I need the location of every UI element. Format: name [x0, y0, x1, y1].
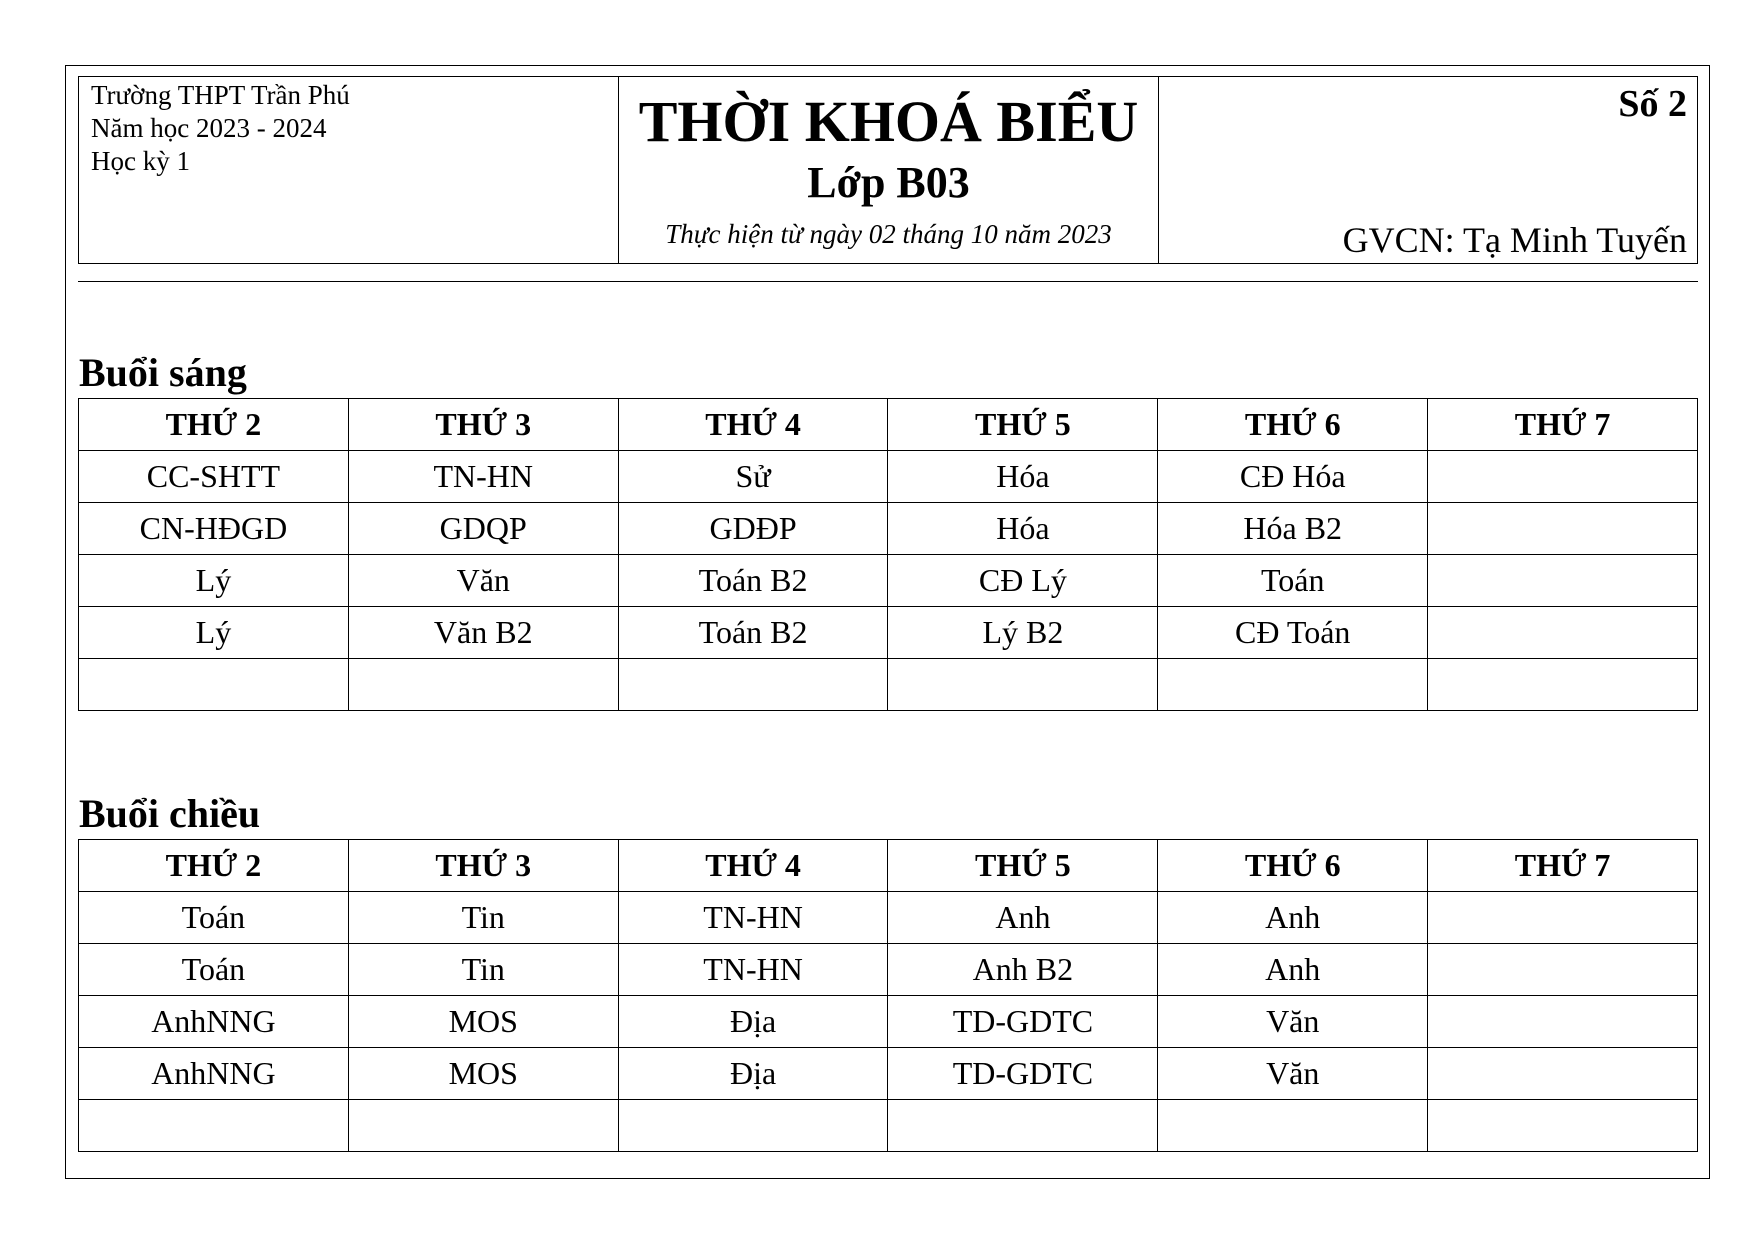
table-row — [79, 1048, 1698, 1100]
table-row — [79, 996, 1698, 1048]
morning-section-title: Buổi sáng — [79, 350, 247, 395]
lesson-cell: MOS — [348, 1048, 618, 1100]
homeroom-teacher: GVCN: Tạ Minh Tuyến — [1342, 220, 1687, 260]
lesson-cell — [618, 1100, 888, 1152]
effective-date: Thực hiện từ ngày 02 tháng 10 năm 2023 — [665, 219, 1112, 249]
lesson-cell — [1158, 659, 1428, 711]
lesson-cell: TN-HN — [618, 892, 888, 944]
lesson-cell: Anh B2 — [888, 944, 1158, 996]
lesson-cell — [348, 1100, 618, 1152]
lesson-cell — [1428, 659, 1698, 711]
lesson-cell — [1158, 1100, 1428, 1152]
lesson-cell — [1428, 944, 1698, 996]
page-title: THỜI KHOÁ BIỂU — [638, 89, 1139, 154]
lesson-cell: TN-HN — [618, 944, 888, 996]
day-header: THỨ 5 — [888, 399, 1158, 451]
lesson-cell — [79, 659, 349, 711]
lesson-cell: Lý — [79, 555, 349, 607]
lesson-cell: Anh — [1158, 944, 1428, 996]
day-header: THỨ 4 — [618, 399, 888, 451]
lesson-cell: Tin — [348, 892, 618, 944]
lesson-cell: Hóa — [888, 451, 1158, 503]
lesson-cell — [348, 659, 618, 711]
table-row — [79, 1100, 1698, 1152]
lesson-cell: CN-HĐGD — [79, 503, 349, 555]
day-header: THỨ 3 — [348, 840, 618, 892]
lesson-cell: TN-HN — [348, 451, 618, 503]
day-header: THỨ 2 — [79, 840, 349, 892]
lesson-cell: Hóa B2 — [1158, 503, 1428, 555]
day-header: THỨ 4 — [618, 840, 888, 892]
day-header: THỨ 6 — [1158, 840, 1428, 892]
lesson-cell: CC-SHTT — [79, 451, 349, 503]
day-header: THỨ 7 — [1428, 840, 1698, 892]
lesson-cell — [1428, 503, 1698, 555]
table-header-row — [79, 840, 1698, 892]
lesson-cell: Văn — [348, 555, 618, 607]
day-header: THỨ 6 — [1158, 399, 1428, 451]
lesson-cell: MOS — [348, 996, 618, 1048]
lesson-cell: CĐ Lý — [888, 555, 1158, 607]
lesson-cell: Văn B2 — [348, 607, 618, 659]
lesson-cell — [1428, 1100, 1698, 1152]
school-info — [91, 79, 350, 178]
lesson-cell — [1428, 607, 1698, 659]
day-header: THỨ 2 — [79, 399, 349, 451]
class-name: Lớp B03 — [807, 158, 970, 207]
lesson-cell: Hóa — [888, 503, 1158, 555]
lesson-cell: AnhNNG — [79, 996, 349, 1048]
table-row — [79, 451, 1698, 503]
school-name: Trường THPT Trần Phú — [91, 80, 350, 110]
lesson-cell: Anh — [888, 892, 1158, 944]
lesson-cell: GDQP — [348, 503, 618, 555]
lesson-cell: GDĐP — [618, 503, 888, 555]
lesson-cell: TD-GDTC — [888, 996, 1158, 1048]
divider — [78, 281, 1698, 282]
title-cell — [619, 77, 1159, 263]
day-header: THỨ 3 — [348, 399, 618, 451]
lesson-cell — [79, 1100, 349, 1152]
lesson-cell: CĐ Toán — [1158, 607, 1428, 659]
lesson-cell: Địa — [618, 996, 888, 1048]
day-header: THỨ 5 — [888, 840, 1158, 892]
lesson-cell: Sử — [618, 451, 888, 503]
lesson-cell — [1428, 555, 1698, 607]
lesson-cell: Tin — [348, 944, 618, 996]
lesson-cell — [888, 1100, 1158, 1152]
afternoon-timetable — [78, 839, 1698, 1152]
lesson-cell — [1428, 1048, 1698, 1100]
table-header-row — [79, 399, 1698, 451]
lesson-cell: Lý — [79, 607, 349, 659]
lesson-cell: Toán — [79, 944, 349, 996]
day-header: THỨ 7 — [1428, 399, 1698, 451]
lesson-cell: Địa — [618, 1048, 888, 1100]
table-row — [79, 607, 1698, 659]
table-row — [79, 892, 1698, 944]
school-year: Năm học 2023 - 2024 — [91, 113, 327, 143]
document-header — [78, 76, 1698, 264]
info-cell — [1159, 77, 1697, 263]
lesson-cell: Anh — [1158, 892, 1428, 944]
lesson-cell — [1428, 451, 1698, 503]
lesson-cell: Văn — [1158, 996, 1428, 1048]
lesson-cell — [618, 659, 888, 711]
lesson-cell — [1428, 996, 1698, 1048]
lesson-cell — [1428, 892, 1698, 944]
morning-timetable — [78, 398, 1698, 711]
lesson-cell: Toán B2 — [618, 607, 888, 659]
school-info-cell — [79, 77, 619, 263]
table-row — [79, 503, 1698, 555]
document-number: Số 2 — [1618, 83, 1687, 125]
lesson-cell: Toán B2 — [618, 555, 888, 607]
lesson-cell — [888, 659, 1158, 711]
afternoon-section-title: Buổi chiều — [79, 791, 261, 836]
lesson-cell: CĐ Hóa — [1158, 451, 1428, 503]
table-row — [79, 555, 1698, 607]
lesson-cell: Toán — [79, 892, 349, 944]
lesson-cell: Toán — [1158, 555, 1428, 607]
lesson-cell: TD-GDTC — [888, 1048, 1158, 1100]
table-row — [79, 659, 1698, 711]
table-row — [79, 944, 1698, 996]
lesson-cell: Lý B2 — [888, 607, 1158, 659]
lesson-cell: AnhNNG — [79, 1048, 349, 1100]
semester: Học kỳ 1 — [91, 146, 190, 176]
lesson-cell: Văn — [1158, 1048, 1428, 1100]
